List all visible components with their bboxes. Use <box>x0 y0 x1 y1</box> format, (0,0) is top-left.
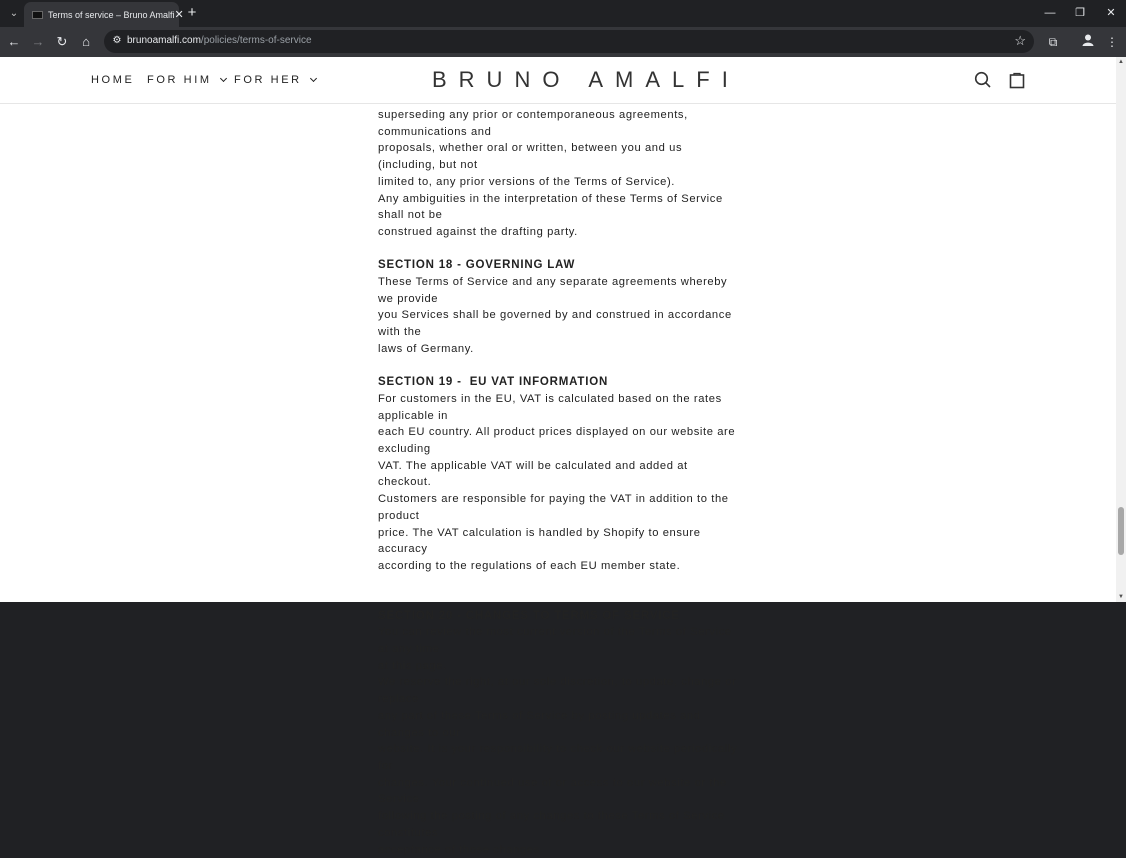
vertical-scrollbar[interactable] <box>1116 57 1126 602</box>
bookmark-star-icon[interactable]: ☆ <box>1014 33 1026 49</box>
text-line: superseding any prior or contemporaneous agreements, communications and <box>378 107 740 140</box>
text-line: following the posting of any changes to these Terms of Service constitutes <box>378 808 740 841</box>
site-logo[interactable]: BRUNO AMALFI <box>432 67 740 93</box>
nav-for-her-label: FOR HER <box>234 74 302 86</box>
text-line: proposals, whether oral or written, between you and us (including, but not <box>378 140 740 173</box>
text-line: website. It is your responsibility to check our website periodically for <box>378 741 740 774</box>
tab-strip <box>0 0 1126 27</box>
menu-kebab-icon[interactable]: ⋮ <box>1103 33 1121 51</box>
forward-icon[interactable]: → <box>29 33 47 51</box>
text-line: VAT. The applicable VAT will be calculated and added at checkout. <box>378 458 740 491</box>
url-path: /policies/terms-of-service <box>201 35 312 46</box>
site-info-icon[interactable]: ⚙ <box>111 35 123 47</box>
favicon-icon <box>32 11 43 19</box>
text-line: For customers in the EU, VAT is calculated based on the rates applicable in <box>378 391 740 424</box>
text-line: you Services shall be governed by and construed in accordance with the <box>378 307 740 340</box>
search-icon[interactable] <box>974 71 992 89</box>
nav-for-him[interactable] <box>147 74 226 86</box>
text-line: construed against the drafting party. <box>378 224 740 241</box>
spacer <box>378 358 740 375</box>
chevron-down-icon <box>310 74 317 81</box>
url-domain: brunoamalfi.com <box>127 35 201 46</box>
home-icon[interactable]: ⌂ <box>77 33 95 51</box>
text-line: Customers are responsible for paying the VAT in addition to the product <box>378 491 740 524</box>
back-icon[interactable]: ← <box>5 33 23 51</box>
text-line: any part of these Terms of Service by posting updates and changes to our <box>378 708 740 741</box>
scroll-down-icon[interactable]: ▼ <box>1116 594 1126 600</box>
text-line: each EU country. All product prices displayed on our website are excluding <box>378 424 740 457</box>
spacer <box>378 575 740 608</box>
section-19-title: SECTION 19 - EU VAT INFORMATION <box>378 374 740 391</box>
profile-icon[interactable] <box>1079 33 1097 51</box>
nav-home-label: HOME <box>91 74 134 86</box>
page-viewport <box>0 57 1116 602</box>
text-line: laws of Germany. <box>378 341 740 358</box>
section-20-title: SECTION 20 - CHANGES TO TERMS OF SERVICE <box>378 608 740 625</box>
close-window-icon[interactable]: ✕ <box>1099 5 1123 21</box>
site-header <box>0 57 1116 104</box>
text-line: at this page. <box>378 658 740 675</box>
text-line: limited to, any prior versions of the Terms of Service). <box>378 174 740 191</box>
new-tab-icon[interactable]: + <box>184 5 200 21</box>
spacer <box>378 241 740 258</box>
nav-home[interactable] <box>91 74 134 86</box>
browser-tab[interactable] <box>24 2 179 27</box>
text-line: These Terms of Service and any separate agreements whereby we provide <box>378 274 740 307</box>
url-text[interactable] <box>127 35 312 46</box>
browser-toolbar <box>0 27 1126 57</box>
nav-for-him-label: FOR HIM <box>147 74 212 86</box>
nav-for-her[interactable] <box>234 74 316 86</box>
tab-title: Terms of service – Bruno Amalfi <box>48 10 175 20</box>
chevron-down-icon <box>220 74 227 81</box>
text-line: We reserve the right, at our sole discretion, to update, change or replace <box>378 674 740 707</box>
browser-chrome <box>0 0 1126 57</box>
scroll-up-icon[interactable]: ▲ <box>1116 59 1126 65</box>
text-line: acceptance of those changes. <box>378 842 740 858</box>
terms-content <box>378 107 740 858</box>
text-line: You can review the most current version of the Terms of Service at any time <box>378 624 740 657</box>
cart-bag-icon[interactable] <box>1008 71 1026 89</box>
text-line: price. The VAT calculation is handled by Shopify to ensure accuracy <box>378 525 740 558</box>
section-18-title: SECTION 18 - GOVERNING LAW <box>378 257 740 274</box>
scroll-thumb[interactable] <box>1118 507 1124 555</box>
text-line: according to the regulations of each EU member state. <box>378 558 740 575</box>
minimize-icon[interactable]: — <box>1038 5 1062 21</box>
extensions-icon[interactable]: ⧉ <box>1044 33 1062 51</box>
tab-search-icon[interactable]: ⌄ <box>4 4 24 22</box>
close-tab-icon[interactable]: ✕ <box>175 8 184 21</box>
text-line: changes. Your continued use of or access to our website or the Service <box>378 775 740 808</box>
address-bar[interactable] <box>104 30 1034 53</box>
reload-icon[interactable]: ↻ <box>53 33 71 51</box>
restore-icon[interactable]: ❐ <box>1068 5 1092 21</box>
text-line: Any ambiguities in the interpretation of these Terms of Service shall not be <box>378 191 740 224</box>
